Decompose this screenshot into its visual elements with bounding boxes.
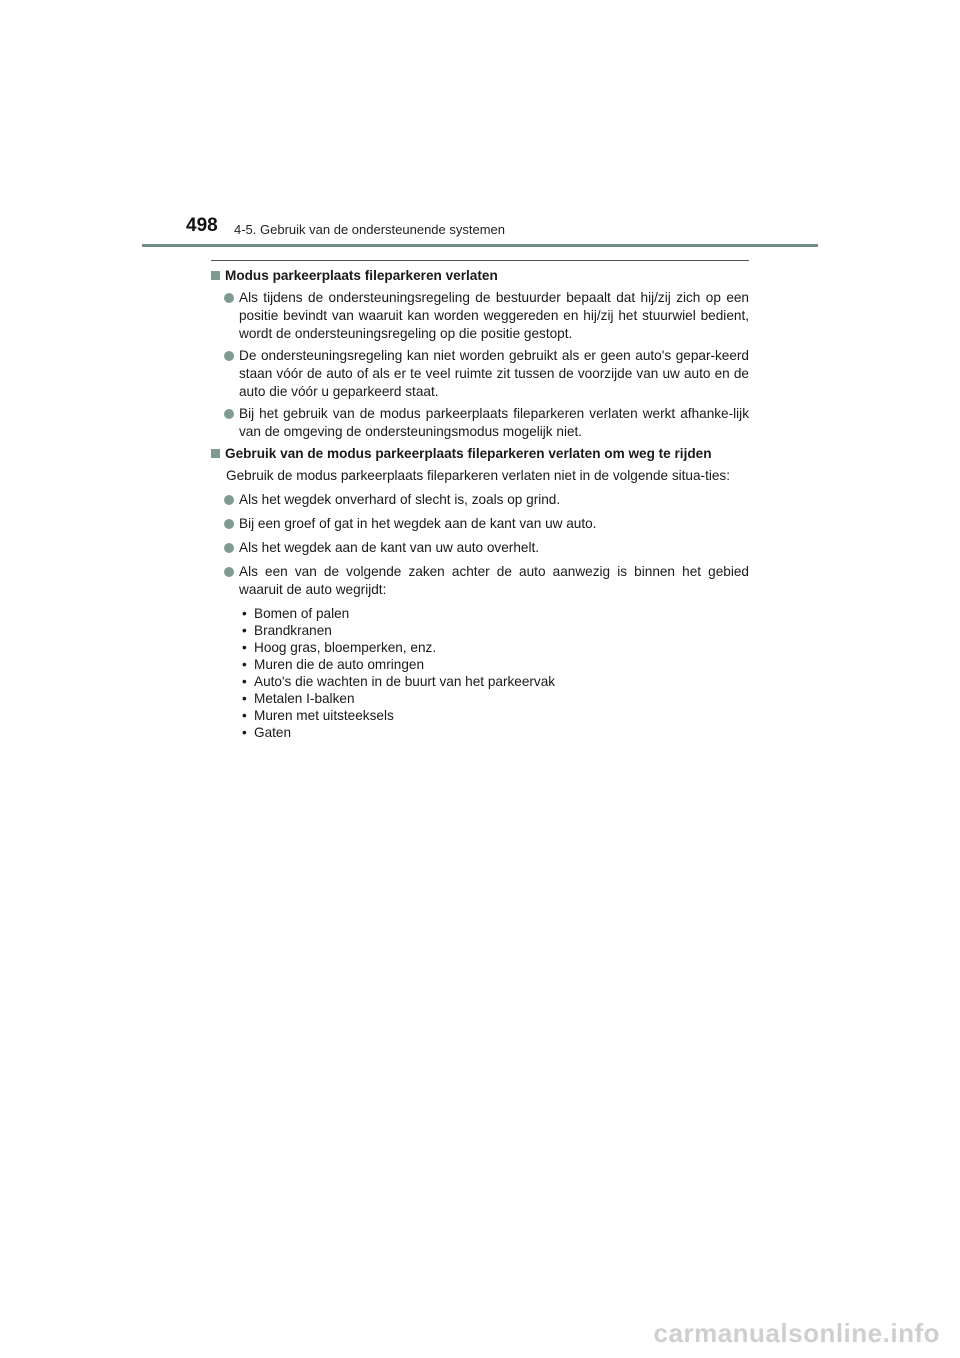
circle-bullet-icon [224,351,234,361]
section-heading-text: Gebruik van de modus parkeerplaats fileparkeren verlaten om weg te rijden [225,446,712,461]
section-heading [211,445,749,463]
list-item [224,405,749,441]
sub-list-item: • Brandkranen [242,622,749,639]
circle-bullet-icon [224,293,234,303]
list-item-text: Bij het gebruik van de modus parkeerplaats fileparkeren verlaten werkt afhanke-lijk van de omgeving de ondersteuningsmodus mogelijk niet. [239,406,749,439]
circle-bullet-icon [224,409,234,419]
section-heading-text: Modus parkeerplaats fileparkeren verlaten [225,268,498,283]
page-content [211,267,749,741]
list-item-text: Als het wegdek onverhard of slecht is, zoals op grind. [239,492,561,507]
list-item-text: De ondersteuningsregeling kan niet worden gebruikt als er geen auto's gepar-keerd staan vóór de auto of als er te veel ruimte zit tussen de voorzijde van uw auto en de auto die vóór u geparkeerd staat. [239,348,749,399]
watermark: carmanualsonline.info [653,1318,940,1348]
circle-bullet-icon [224,543,234,553]
circle-bullet-icon [224,495,234,505]
list-item [224,515,749,533]
sub-list-item: • Auto's die wachten in de buurt van het parkeervak [242,673,749,690]
section-title: 4-5. Gebruik van de ondersteunende systemen [234,222,506,237]
square-bullet-icon [211,449,220,458]
page-number: 498 [186,215,218,236]
sub-list-item: • Gaten [242,724,749,741]
list-item-text: Bij een groef of gat in het wegdek aan de kant van uw auto. [239,516,597,531]
circle-bullet-icon [224,567,234,577]
sub-list-item: • Hoog gras, bloemperken, enz. [242,639,749,656]
section-heading [211,267,749,285]
list-item [224,347,749,401]
sub-list [242,605,749,741]
sub-list-item: • Muren die de auto omringen [242,656,749,673]
sub-list-item: • Metalen I-balken [242,690,749,707]
content-rule [211,260,749,261]
list-item [224,491,749,509]
square-bullet-icon [211,271,220,280]
circle-bullet-icon [224,519,234,529]
header-rule [142,244,818,247]
intro-paragraph: Gebruik de modus parkeerplaats fileparkeren verlaten niet in de volgende situa-ties: [226,468,731,483]
list-item [224,289,749,343]
list-item-text: Als tijdens de ondersteuningsregeling de bestuurder bepaalt dat hij/zij zich op een positie bevindt van waaruit kan worden weggereden en hij/zij het stuurwiel bedient, wordt de ondersteuningsregeling op die positie gestopt. [239,290,749,341]
list-item-text: Als het wegdek aan de kant van uw auto overhelt. [239,540,540,555]
list-item [224,563,749,599]
sub-list-item: • Bomen of palen [242,605,749,622]
sub-list-item: • Muren met uitsteeksels [242,707,749,724]
list-item [224,539,749,557]
list-item-text: Als een van de volgende zaken achter de auto aanwezig is binnen het gebied waaruit de auto wegrijdt: [239,564,749,597]
